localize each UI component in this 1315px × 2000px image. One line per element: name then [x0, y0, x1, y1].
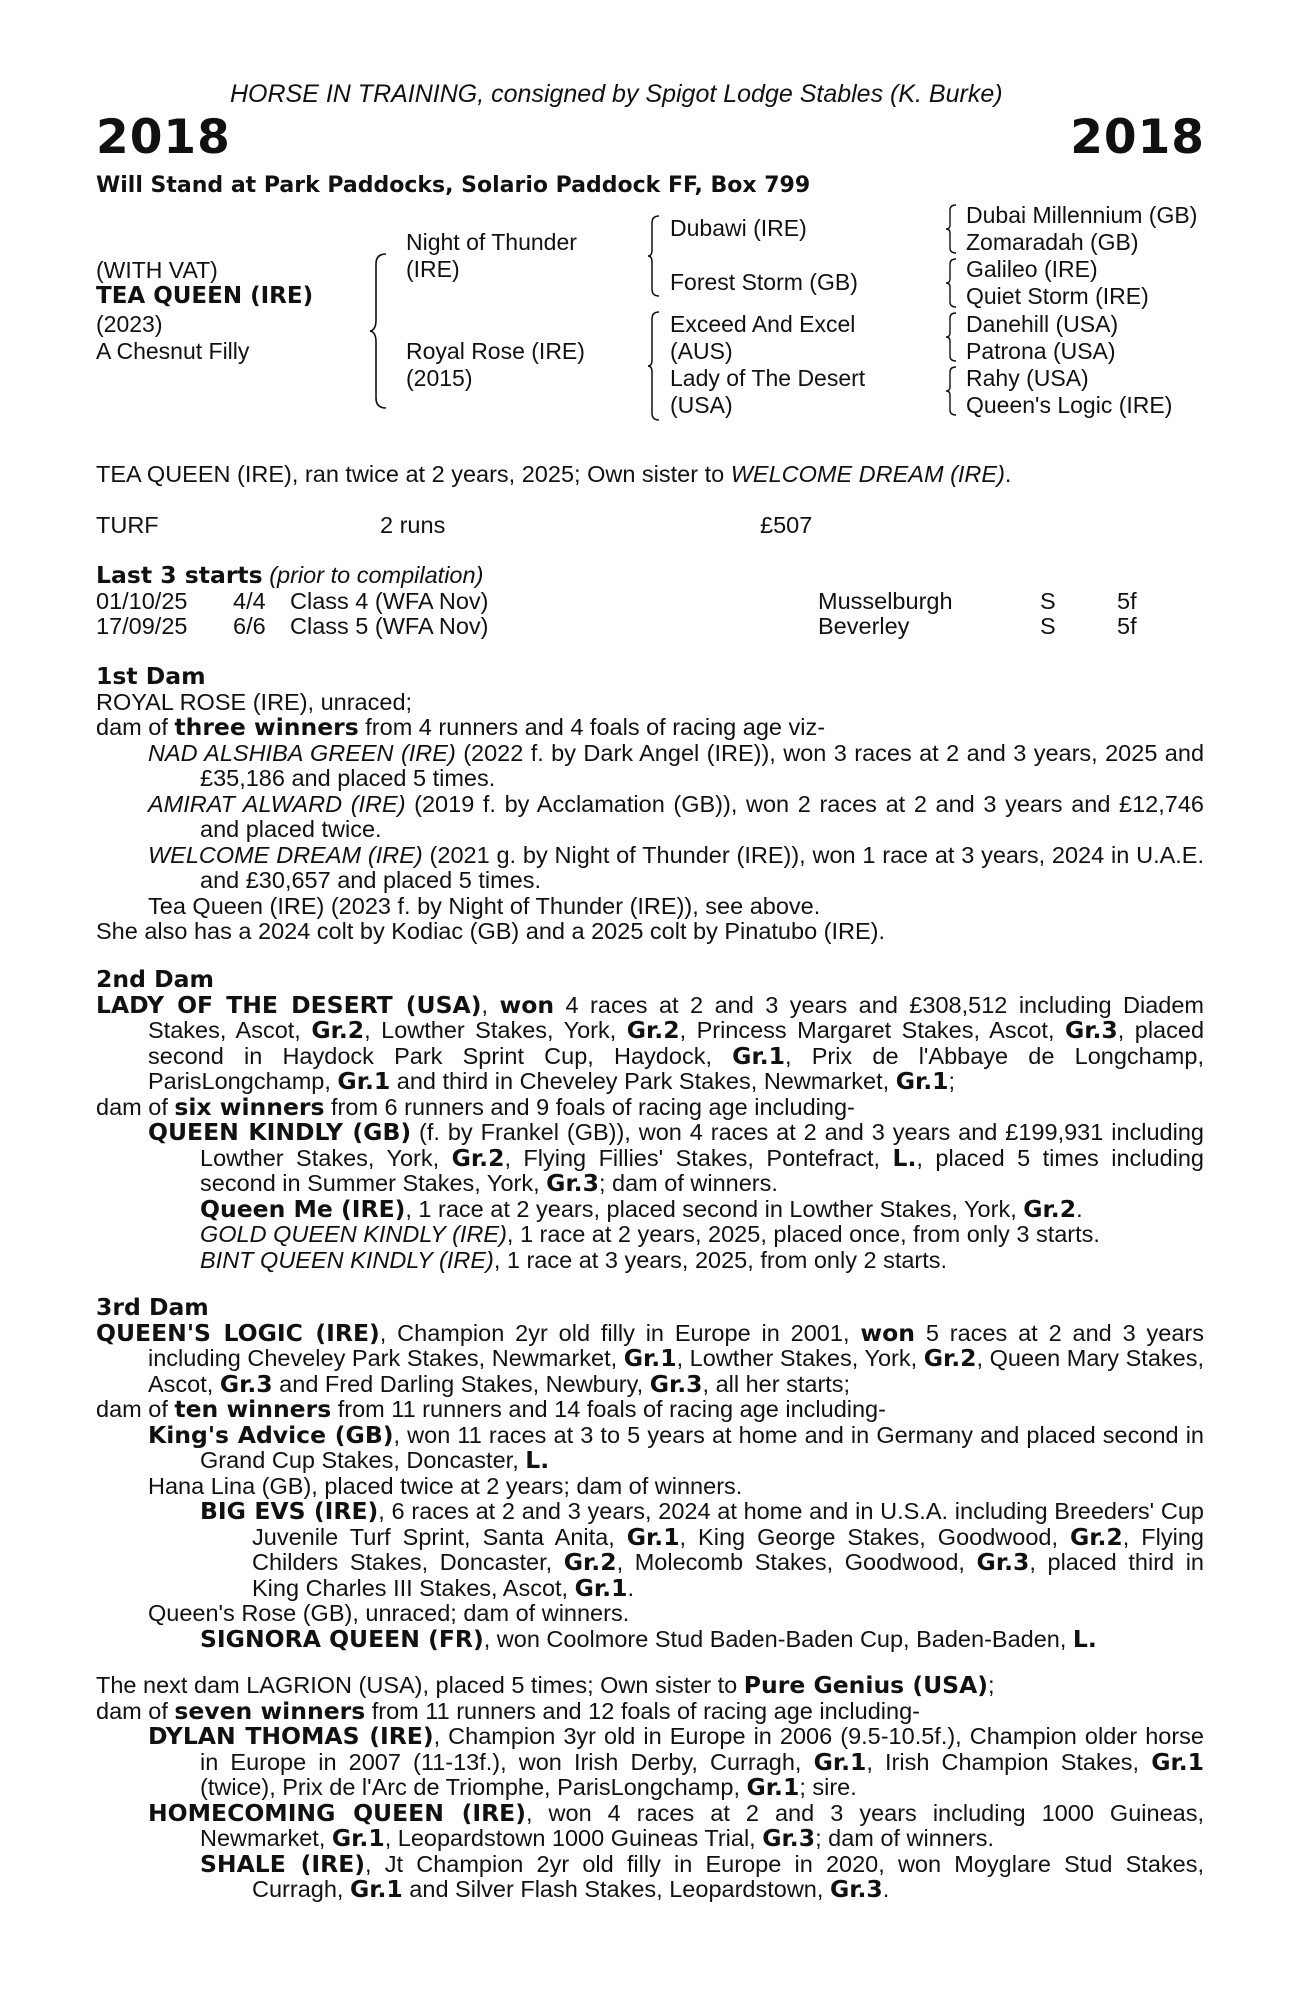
subject-year: (2023): [96, 311, 163, 337]
progeny-entry: GOLD QUEEN KINDLY (IRE), 1 race at 2 years, 2025, placed once, from only 3 starts.: [200, 1221, 1100, 1247]
first-dam-other-foals: She also has a 2024 colt by Kodiac (GB) and a 2025 colt by Pinatubo (IRE).: [96, 918, 886, 944]
first-dam-section: [96, 664, 1204, 945]
fourth-dam-produce: dam of seven winners from 11 runners and 12 foals of racing age including-: [96, 1696, 920, 1725]
dam-sire-name: Exceed And Excel: [670, 311, 856, 337]
consignment-line: HORSE IN TRAINING, consigned by Spigot Lodge Stables (K. Burke): [230, 80, 1003, 108]
stand-location: Will Stand at Park Paddocks, Solario Paddock FF, Box 799: [96, 173, 811, 198]
gen3-6: Patrona (USA): [966, 338, 1116, 364]
start-date: 01/10/25: [96, 588, 188, 614]
progeny-entry: AMIRAT ALWARD (IRE) (2019 f. by Acclamation (GB)), won 2 races at 2 and 3 years and £12,746 and placed twice.: [148, 790, 1204, 842]
start-pos: 4/4: [233, 588, 266, 614]
start-date: 17/09/25: [96, 613, 188, 639]
year-right: 2018: [1070, 110, 1205, 165]
fourth-dam-section: [96, 1673, 1204, 1903]
progeny-entry: QUEEN KINDLY (GB) (f. by Frankel (GB)), won 4 races at 2 and 3 years and £199,931 including Lowther Stakes, York, Gr.2, Flying Fillies' Stakes, Pontefract, L., placed 5 times including second in Summer Stakes, York, Gr.3; dam of winners.: [148, 1118, 1205, 1197]
gen3-4: Quiet Storm (IRE): [966, 283, 1149, 309]
start-dist: 5f: [1117, 613, 1137, 639]
progeny-entry: SHALE (IRE), Jt Champion 2yr old filly in Europe in 2020, won Moyglare Stud Stakes, Curragh, Gr.1 and Silver Flash Stakes, Leopardstown, Gr.3.: [200, 1849, 1204, 1903]
first-dam-produce: dam of three winners from 4 runners and 4 foals of racing age viz-: [96, 713, 826, 741]
gen3-5: Danehill (USA): [966, 311, 1119, 337]
dam-year: (2015): [406, 365, 473, 391]
summary-line: TEA QUEEN (IRE), ran twice at 2 years, 2025; Own sister to WELCOME DREAM (IRE).: [96, 461, 1012, 487]
record-runs: 2 runs: [380, 512, 446, 538]
pedigree-brace-dam: [646, 310, 662, 422]
dam-dam-name: Lady of The Desert: [670, 365, 866, 391]
start-course: Beverley: [818, 613, 910, 639]
start-dist: 5f: [1117, 588, 1137, 614]
subject-vat: (WITH VAT): [96, 257, 218, 283]
progeny-entry: SIGNORA QUEEN (FR), won Coolmore Stud Baden-Baden Cup, Baden-Baden, L.: [200, 1624, 1097, 1653]
sire-name: Night of Thunder: [406, 229, 577, 255]
gen3-7: Rahy (USA): [966, 365, 1089, 391]
third-dam-heading: 3rd Dam: [96, 1293, 209, 1321]
start-pos: 6/6: [233, 613, 266, 639]
start-race: Class 4 (WFA Nov): [290, 588, 489, 614]
third-dam-produce: dam of ten winners from 11 runners and 14 foals of racing age including-: [96, 1395, 886, 1423]
progeny-entry: King's Advice (GB), won 11 races at 3 to 5 years at home and in Germany and placed second in Grand Cup Stakes, Doncaster, L.: [148, 1420, 1205, 1474]
second-dam-heading: 2nd Dam: [96, 965, 214, 993]
gen3-8: Queen's Logic (IRE): [966, 392, 1173, 418]
pedigree-brace-g3-2: [944, 257, 958, 309]
sire-dam: Forest Storm (GB): [670, 269, 858, 295]
dam-name: Royal Rose (IRE): [406, 338, 585, 364]
third-dam-section: [96, 1295, 1204, 1652]
subject-name: TEA QUEEN (IRE): [96, 283, 314, 309]
first-dam-intro: ROYAL ROSE (IRE), unraced;: [96, 688, 413, 715]
dam-dam-origin: (USA): [670, 392, 733, 418]
start-going: S: [1040, 588, 1056, 614]
record-earnings: £507: [760, 512, 813, 538]
progeny-entry: BIG EVS (IRE), 6 races at 2 and 3 years, 2024 at home and in U.S.A. including Breeders' Cup Juvenile Turf Sprint, Santa Anita, Gr.1, King George Stakes, Goodwood, Gr.2, Flying Childers Stakes, Doncaster, Gr.2, Molecomb Stakes, Goodwood, Gr.3, placed third in King Charles III Stakes, Ascot, Gr.1.: [200, 1497, 1204, 1602]
record-surface: TURF: [96, 512, 159, 538]
gen3-3: Galileo (IRE): [966, 256, 1098, 282]
gen3-1: Dubai Millennium (GB): [966, 202, 1198, 228]
start-race: Class 5 (WFA Nov): [290, 613, 489, 639]
pedigree-brace-g3-1: [944, 203, 958, 255]
progeny-entry: BINT QUEEN KINDLY (IRE), 1 race at 3 years, 2025, from only 2 starts.: [200, 1246, 948, 1273]
pedigree-brace-g3-3: [944, 311, 958, 363]
pedigree-brace-main: [368, 252, 390, 410]
progeny-entry: HOMECOMING QUEEN (IRE), won 4 races at 2 and 3 years including 1000 Guineas, Newmarket, Gr.1, Leopardstown 1000 Guineas Trial, Gr.3; dam of winners.: [148, 1798, 1204, 1852]
fourth-dam-record: The next dam LAGRION (USA), placed 5 times; Own sister to Pure Genius (USA);: [96, 1671, 995, 1699]
sire-origin: (IRE): [406, 256, 460, 282]
last-starts-heading: Last 3 starts (prior to compilation): [96, 561, 484, 589]
progeny-entry: Hana Lina (GB), placed twice at 2 years; dam of winners.: [148, 1472, 743, 1499]
year-left: 2018: [96, 110, 231, 165]
second-dam-record: LADY OF THE DESERT (USA), won 4 races at 2 and 3 years and £308,512 including Diadem Stakes, Ascot, Gr.2, Lowther Stakes, York, Gr.2, Princess Margaret Stakes, Ascot, Gr.3, placed second in Haydock Park Sprint Cup, Haydock, Gr.1, Prix de l'Abbaye de Longchamp, ParisLongchamp, Gr.1 and third in Cheveley Park Stakes, Newmarket, Gr.1;: [96, 990, 1205, 1095]
progeny-entry: DYLAN THOMAS (IRE), Champion 3yr old in Europe in 2006 (9.5-10.5f.), Champion older horse in Europe in 2007 (11-13f.), won Irish Derby, Curragh, Gr.1, Irish Champion Stakes, Gr.1 (twice), Prix de l'Arc de Triomphe, ParisLongchamp, Gr.1; sire.: [148, 1722, 1205, 1801]
progeny-entry: Tea Queen (IRE) (2023 f. by Night of Thunder (IRE)), see above.: [148, 892, 821, 919]
gen3-2: Zomaradah (GB): [966, 229, 1139, 255]
third-dam-record: QUEEN'S LOGIC (IRE), Champion 2yr old filly in Europe in 2001, won 5 races at 2 and 3 years including Cheveley Park Stakes, Newmarket, Gr.1, Lowther Stakes, York, Gr.2, Queen Mary Stakes, Ascot, Gr.3 and Fred Darling Stakes, Newbury, Gr.3, all her starts;: [96, 1318, 1204, 1398]
start-course: Musselburgh: [818, 588, 953, 614]
progeny-entry: Queen Me (IRE), 1 race at 2 years, placed second in Lowther Stakes, York, Gr.2.: [200, 1194, 1083, 1223]
start-going: S: [1040, 613, 1056, 639]
sire-sire: Dubawi (IRE): [670, 215, 807, 241]
pedigree-brace-g3-4: [944, 365, 958, 417]
progeny-entry: WELCOME DREAM (IRE) (2021 g. by Night of Thunder (IRE)), won 1 race at 3 years, 2024 in U.A.E. and £30,657 and placed 5 times.: [148, 841, 1204, 893]
subject-desc: A Chesnut Filly: [96, 338, 250, 364]
progeny-entry: NAD ALSHIBA GREEN (IRE) (2022 f. by Dark Angel (IRE)), won 3 races at 2 and 3 years, 2025 and £35,186 and placed 5 times.: [148, 739, 1205, 791]
second-dam-produce: dam of six winners from 6 runners and 9 foals of racing age including-: [96, 1092, 855, 1121]
dam-sire-origin: (AUS): [670, 338, 733, 364]
first-dam-heading: 1st Dam: [96, 662, 206, 690]
second-dam-section: [96, 967, 1204, 1273]
pedigree-brace-sire: [646, 214, 662, 298]
progeny-entry: Queen's Rose (GB), unraced; dam of winners.: [148, 1600, 630, 1626]
